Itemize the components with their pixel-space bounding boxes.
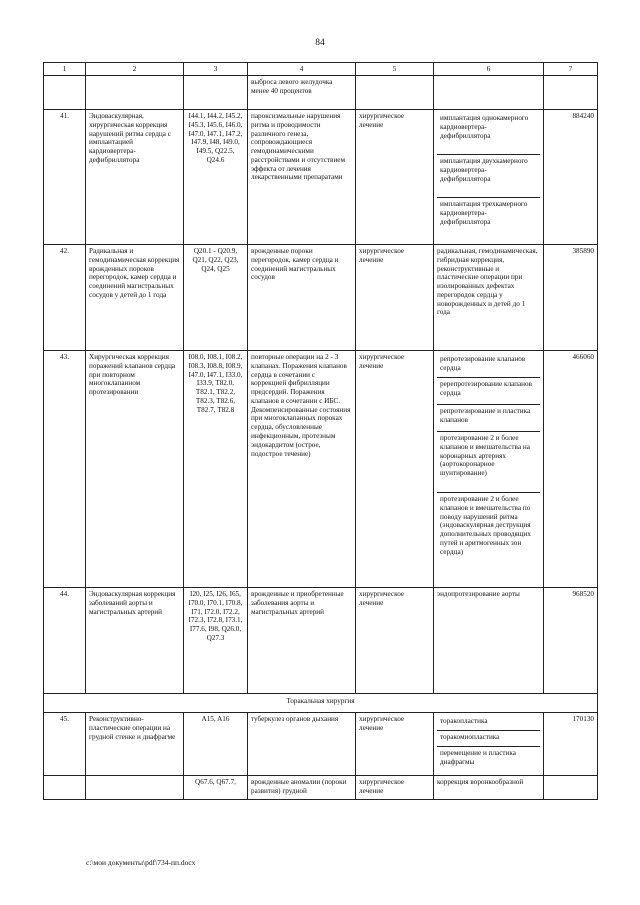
cost-value: 968520 xyxy=(544,588,598,694)
icd-codes: I44.1, I44.2, I45.2, I45.3, I45.6, I46.0, I47.0, I47.1, I47.2, I47.9, I48, I49.0, I49.5, Q22.5, Q24.6 xyxy=(184,110,248,245)
method-item: ререпротезирование клапанов сердца xyxy=(437,378,540,405)
method-item: перемещение и пластика диафрагмы xyxy=(440,749,516,766)
method-item: торакопластика xyxy=(437,715,540,731)
patient-model: туберкулез органов дыхания xyxy=(248,713,356,776)
icd-codes: Q67.6, Q67.7, xyxy=(184,776,248,800)
section-title: Торакальная хирургия xyxy=(44,694,598,713)
treatment-name: Радикальная и гемодинамическая коррекция врожденных пороков перегородок, камер сердца и соединений магистральных сосудов у детей до 1 года xyxy=(86,245,184,351)
treatment-type: хирургическое лечение xyxy=(356,351,434,588)
treatment-name: Эндоваскулярная коррекция заболеваний аорты и магистральных артерий xyxy=(86,588,184,694)
patient-model-cell: выброса левого желудочка менее 40 процентов xyxy=(248,76,356,110)
treatment-methods xyxy=(434,713,544,776)
method-item: протезирование 2 и более клапанов и вмешательства по поводу нарушений ритма (эндоваскулярная деструкция дополнительных проводящих путей и аритмогенных зон сердца) xyxy=(440,495,531,556)
row-number: 43. xyxy=(44,351,86,588)
cost-value: 884240 xyxy=(544,110,598,245)
treatment-name: Эндоваскулярная, хирургическая коррекция нарушений ритма сердца с имплантацией кардиовертера-дефибриллятора xyxy=(86,110,184,245)
method-item: торакомиопластика xyxy=(437,731,540,747)
row-number: 45. xyxy=(44,713,86,776)
table-row xyxy=(44,76,598,110)
treatment-methods: радикальная, гемодинамическая, гибридная коррекция, реконструктивные и пластические операции при изолированных дефектах перегородок сердца у новорожденных и детей до 1 года xyxy=(434,245,544,351)
header-cell: 2 xyxy=(86,63,184,76)
method-item: протезирование 2 и более клапанов и вмешательства на коронарных артериях (аортокоронарное шунтирование) xyxy=(437,432,540,493)
row-number: 41. xyxy=(44,110,86,245)
method-item: имплантация однокамерного кардиовертера-дефибриллятора xyxy=(437,112,540,155)
row-number: 44. xyxy=(44,588,86,694)
treatment-type: хирургическое лечение xyxy=(356,245,434,351)
patient-model: врожденные пороки перегородок, камер сердца и соединений магистральных сосудов xyxy=(248,245,356,351)
table-row xyxy=(44,713,598,776)
table-row xyxy=(44,245,598,351)
icd-codes: I08.0, I08.1, I08.2, I08.3, I08.8, I08.9, I47.0, I47.1, I33.0, I33.9, T82.0, T82.1, T82.2, T82.3, T82.6, T82.7, T82.8 xyxy=(184,351,248,588)
icd-codes: A15, A16 xyxy=(184,713,248,776)
treatment-methods xyxy=(434,110,544,245)
table-row xyxy=(44,351,598,588)
treatment-table xyxy=(43,62,598,800)
patient-model: пароксизмальные нарушения ритма и проводимости различного генеза, сопровождающиеся гемодинамическими расстройствами и отсутствием эффекта от лечения лекарственными препаратами xyxy=(248,110,356,245)
table-row xyxy=(44,776,598,800)
cost-value: 385890 xyxy=(544,245,598,351)
icd-codes: Q20.1 - Q20.9, Q21, Q22, Q23, Q24, Q25 xyxy=(184,245,248,351)
table-row xyxy=(44,588,598,694)
header-cell: 4 xyxy=(248,63,356,76)
row-number: 42. xyxy=(44,245,86,351)
treatment-type: хирургическое лечение xyxy=(356,588,434,694)
patient-model: врожденные и приобретенные заболевания аорты и магистральных артерий xyxy=(248,588,356,694)
column-numbers-row xyxy=(44,63,598,76)
method-item: имплантация трехкамерного кардиовертера-дефибриллятора xyxy=(440,200,528,226)
icd-codes: I20, I25, I26, I65, I70.0, I70.1, I70.8, I71, I72.0, I72.2, I72.3, I72.8, I73.1, I77.6, I98, Q26.0, Q27.3 xyxy=(184,588,248,694)
page-number: 84 xyxy=(315,38,325,48)
cost-value: 170130 xyxy=(544,713,598,776)
file-path-footer: c:\мои документы\pdf\734-пп.docx xyxy=(86,858,196,867)
method-item: имплантация двухкамерного кардиовертера-дефибриллятора xyxy=(437,155,540,198)
header-cell: 3 xyxy=(184,63,248,76)
treatment-methods xyxy=(434,351,544,588)
treatment-type: хирургическое лечение xyxy=(356,110,434,245)
cost-value: 466060 xyxy=(544,351,598,588)
table-row xyxy=(44,110,598,245)
section-header-row xyxy=(44,694,598,713)
treatment-methods: коррекция воронкообразной xyxy=(434,776,544,800)
header-cell: 6 xyxy=(434,63,544,76)
treatment-type: хирургическое лечение xyxy=(356,713,434,776)
patient-model: повторные операции на 2 - 3 клапанах. Поражения клапанов сердца в сочетании с коррекцией фибрилляции предсердий. Поражения клапанов в сочетании с ИБС. Декомпенсированные состояния при многоклапанных пороках сердца, обусловленные инфекционным, протезным эндокардитом (острое, подострое течение) xyxy=(248,351,356,588)
treatment-name: Хирургическая коррекция поражений клапанов сердца при повторном многоклапанном протезировании xyxy=(86,351,184,588)
header-cell: 5 xyxy=(356,63,434,76)
header-cell: 1 xyxy=(44,63,86,76)
treatment-methods: эндопротезирование аорты xyxy=(434,588,544,694)
header-cell: 7 xyxy=(544,63,598,76)
patient-model: врожденные аномалии (пороки развития) грудной xyxy=(248,776,356,800)
method-item: репротезирование и пластика клапанов xyxy=(437,405,540,432)
method-item: репротезирование клапанов сердца xyxy=(437,353,540,378)
treatment-type: хирургическое лечение xyxy=(356,776,434,800)
treatment-name: Реконструктивно-пластические операции на грудной стенке и диафрагме xyxy=(86,713,184,776)
